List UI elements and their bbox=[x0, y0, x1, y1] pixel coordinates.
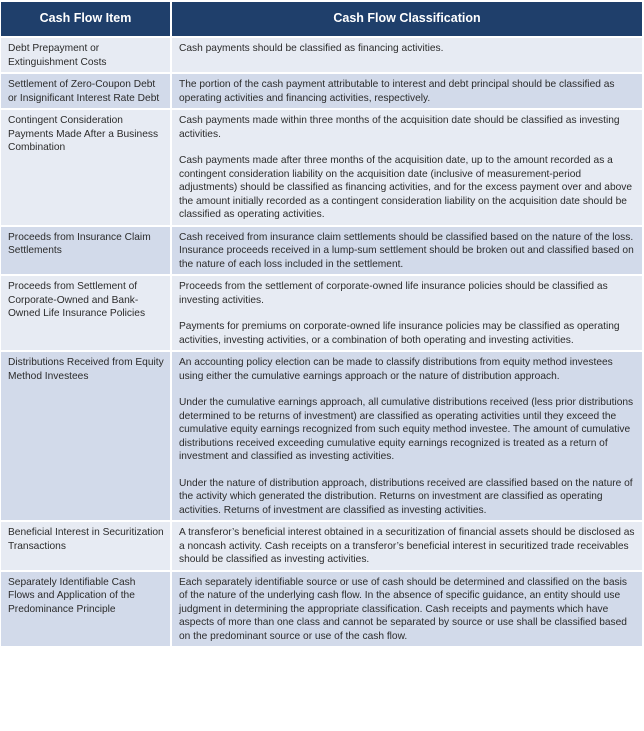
cash-flow-classification-cell bbox=[171, 571, 642, 647]
cash-flow-item-cell: Proceeds from Settlement of Corporate-Owned and Bank-Owned Life Insurance Policies bbox=[1, 275, 171, 351]
table-row bbox=[1, 521, 642, 571]
header-cash-flow-classification: Cash Flow Classification bbox=[171, 2, 642, 37]
table-row bbox=[1, 73, 642, 109]
cash-flow-classification-cell bbox=[171, 73, 642, 109]
table-row bbox=[1, 275, 642, 351]
classification-paragraph: A transferor’s beneficial interest obtained in a securitization of financial assets should be disclosed as a noncash activity. Cash receipts on a transferor’s beneficial interest in securitized trade receivables should be classified as investing activities. bbox=[179, 527, 635, 565]
classification-paragraph: The portion of the cash payment attributable to interest and debt principal should be classified as operating activities and financing activities, respectively. bbox=[179, 79, 615, 104]
classification-paragraph: Cash received from insurance claim settlements should be classified based on the nature of the loss. Insurance proceeds received in a lump-sum settlement should be broken out and classified based on the nature of each loss included in the settlement. bbox=[179, 231, 634, 270]
classification-paragraph: Cash payments should be classified as financing activities. bbox=[179, 43, 444, 54]
classification-paragraph: Under the cumulative earnings approach, all cumulative distributions received (less prior distributions determined to be returns of investment) are classified as operating activities until they exceed the cumulative equity earnings recognized from such equity method investee. The amount of cumulative distributions received exceeding cumulative equity earnings recognized is treated as a return of investment and classified as investing activities. bbox=[179, 397, 634, 462]
cash-flow-item-cell: Settlement of Zero-Coupon Debt or Insignificant Interest Rate Debt bbox=[1, 73, 171, 109]
table-row bbox=[1, 226, 642, 276]
header-row bbox=[1, 2, 642, 37]
classification-paragraph: An accounting policy election can be made to classify distributions from equity method investees using either the cumulative earnings approach or the nature of distribution approach. bbox=[179, 357, 613, 382]
table-row bbox=[1, 351, 642, 521]
cash-flow-item-cell: Separately Identifiable Cash Flows and Application of the Predominance Principle bbox=[1, 571, 171, 647]
cash-flow-classification-cell bbox=[171, 275, 642, 351]
table-row bbox=[1, 37, 642, 73]
table-row bbox=[1, 109, 642, 226]
classification-paragraph: Each separately identifiable source or use of cash should be determined and classified on the basis of the nature of the underlying cash flow. In the absence of specific guidance, an entity should use judgment in determining the appropriate classification. Cash receipts and payments which have aspects of more than one class and cannot be separated by source or use shall be classified based on the predominant source or use of the cash flow. bbox=[179, 576, 627, 642]
cash-flow-classification-cell bbox=[171, 226, 642, 276]
cash-flow-classification-cell bbox=[171, 521, 642, 571]
cash-flow-item-cell: Beneficial Interest in Securitization Transactions bbox=[1, 521, 171, 571]
classification-paragraph: Under the nature of distribution approach, distributions received are classified based on the nature of the activity which generated the distribution. Returns on investment are classified as operating activities. Returns of investment are classified as investing activities. bbox=[179, 477, 633, 516]
cash-flow-item-cell: Contingent Consideration Payments Made After a Business Combination bbox=[1, 109, 171, 226]
classification-paragraph: Cash payments made after three months of the acquisition date, up to the amount recorded as a contingent consideration liability on the acquisition date (inclusive of measurement-period adjustments) should be classified as financing activities, and for the excess payment over and above the amount initially recorded as a contingent consideration liability on the acquisition date should be classified as operating activities. bbox=[179, 155, 633, 220]
table-row bbox=[1, 571, 642, 647]
cash-flow-item-cell: Proceeds from Insurance Claim Settlements bbox=[1, 226, 171, 276]
cash-flow-item-cell: Distributions Received from Equity Method Investees bbox=[1, 351, 171, 521]
cash-flow-classification-table bbox=[1, 2, 642, 646]
cash-flow-item-cell: Debt Prepayment or Extinguishment Costs bbox=[1, 37, 171, 73]
cash-flow-classification-cell bbox=[171, 109, 642, 226]
cash-flow-classification-cell bbox=[171, 351, 642, 521]
classification-paragraph: Cash payments made within three months of the acquisition date should be classified as investing activities. bbox=[179, 115, 620, 140]
header-cash-flow-item: Cash Flow Item bbox=[1, 2, 171, 37]
cash-flow-classification-cell bbox=[171, 37, 642, 73]
classification-paragraph: Proceeds from the settlement of corporate-owned life insurance policies should be classified as investing activities. bbox=[179, 281, 608, 306]
classification-paragraph: Payments for premiums on corporate-owned life insurance policies may be classified as operating activities, investing activities, or a combination of both operating and investing activities. bbox=[179, 321, 620, 346]
